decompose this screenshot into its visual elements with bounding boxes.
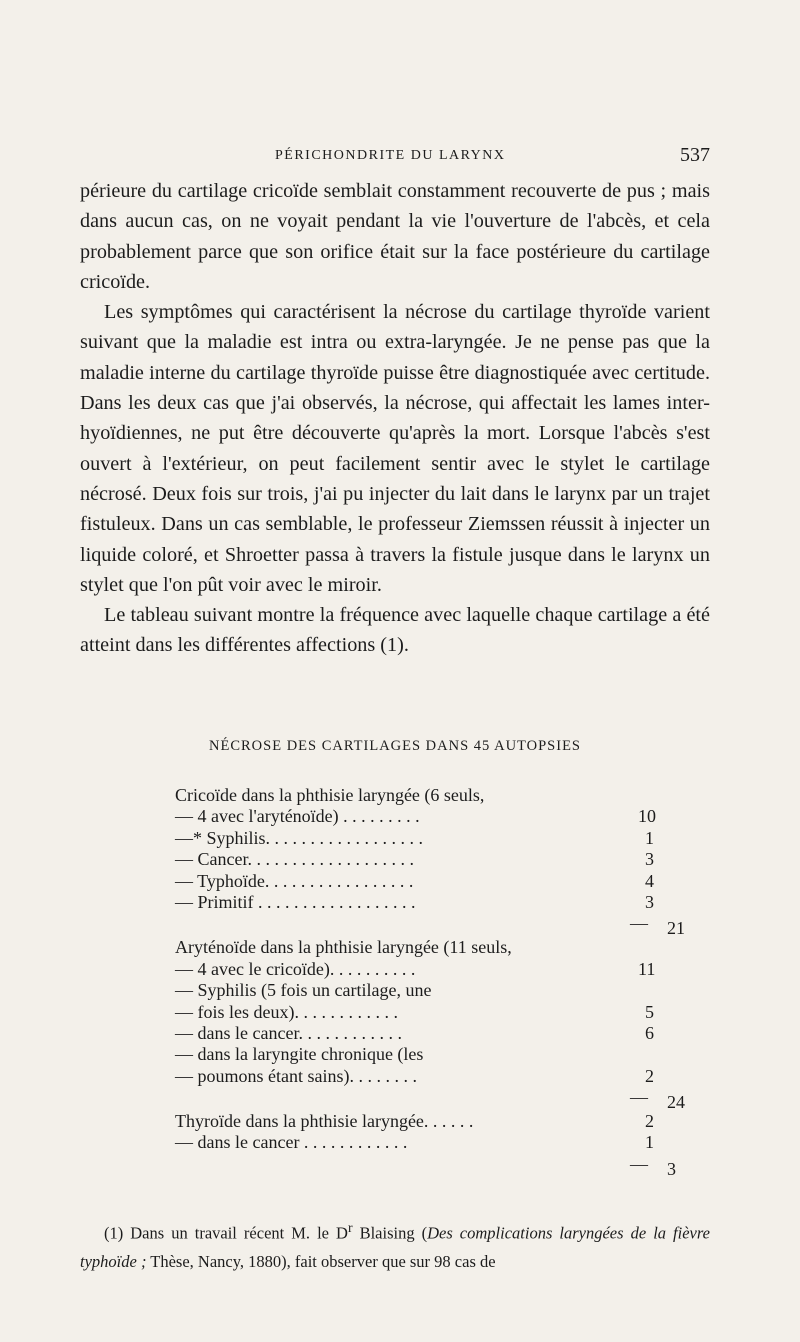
page-number: 537 [680,144,710,166]
row-label: Cricoïde dans la phthisie laryngée (6 seuls, [175,785,485,805]
row-label: — Primitif . . . . . . . . . . . . . . . . . . [175,891,416,912]
table-row [175,937,715,958]
footnote [80,1214,710,1276]
footnote-after-superscript: Blaising ( [352,1223,428,1243]
paragraph-1: périeure du cartilage cricoïde semblait constamment recouverte de pus ; mais dans aucun cas, on ne voyait pendant la vie l'ouverture de l'abcès, et cela probablement parce que son orifice était sur la face postérieure du cartilage cricoïde. [80,180,710,293]
table-row [175,980,715,1001]
subtotal-value: 24 [667,1092,685,1113]
table-row [175,1111,715,1132]
subtotal-value: 21 [667,918,685,939]
row-label: — Cancer. . . . . . . . . . . . . . . . . . . [175,849,414,870]
table-subtotal-row [175,1087,715,1111]
paragraph-3: Le tableau suivant montre la fréquence avec laquelle chaque cartilage a été atteint dans les différentes affections (1). [80,604,710,657]
footnote-text [80,1214,710,1276]
row-label: — 4 avec l'aryténoïde) . . . . . . . . . [175,806,420,827]
footnote-lead: (1) Dans un travail récent M. le D [104,1223,348,1243]
page-header [80,140,710,170]
row-label: — dans le cancer . . . . . . . . . . . . [175,1132,408,1153]
row-count: 4 [645,870,654,891]
row-label: — Typhoïde. . . . . . . . . . . . . . . . . [175,870,414,891]
table-row [175,1044,715,1065]
table-row [175,892,715,913]
row-label: — dans la laryngite chronique (les [175,1044,424,1065]
table-row [175,1066,715,1087]
row-count: 2 [645,1065,654,1086]
table-row [175,871,715,892]
row-label: — Syphilis (5 fois un cartilage, une [175,980,432,1001]
row-count: 5 [645,1001,654,1022]
table-row [175,959,715,980]
row-label: — dans le cancer. . . . . . . . . . . . [175,1022,402,1043]
table-row [175,849,715,870]
row-label: Aryténoïde dans la phthisie laryngée (11 seuls, [175,937,512,958]
table-subtotal-row [175,1154,715,1178]
row-label: Thyroïde dans la phthisie laryngée. . . . . . [175,1111,474,1132]
footnote-italic-title: Des complications laryngées de la fièvre typhoïde ; [80,1223,711,1271]
row-label: — 4 avec le cricoïde). . . . . . . . . . [175,958,416,979]
footnote-rest: Thèse, Nancy, 1880), fait observer que sur 98 cas de [146,1251,496,1271]
body-text [80,176,710,661]
row-count: 2 [645,1111,654,1132]
row-count: 11 [638,958,656,979]
table-subtotal-row [175,913,715,937]
row-count: 6 [645,1022,654,1043]
row-label: — fois les deux). . . . . . . . . . . . [175,1001,398,1022]
row-count: 3 [645,891,654,912]
row-count: 3 [645,849,654,870]
row-count: 10 [638,806,656,827]
subtotal-dash: — [630,1153,648,1174]
table-row [175,1023,715,1044]
row-label: —* Syphilis. . . . . . . . . . . . . . . . . . [175,827,424,848]
table-title: NÉCROSE DES CARTILAGES DANS 45 AUTOPSIES [209,738,581,754]
running-title: PÉRICHONDRITE DU LARYNX [275,148,506,163]
table-row [175,828,715,849]
footnote-superscript: r [347,1220,353,1235]
subtotal-value: 3 [667,1158,676,1179]
necrosis-statistics-table [175,785,715,1178]
table-row [175,1002,715,1023]
subtotal-dash: — [630,913,648,934]
table-row [175,785,715,806]
row-count: 1 [645,1132,654,1153]
table-row [175,806,715,827]
row-count: 1 [645,827,654,848]
row-label: — poumons étant sains). . . . . . . . [175,1065,417,1086]
paragraph-2: Les symptômes qui caractérisent la nécrose du cartilage thyroïde varient suivant que la maladie est intra ou extra-laryngée. Je ne pense pas que la maladie interne du cartilage thyroïde puisse être diagnostiquée avec certitude. Dans les deux cas que j'ai observés, la nécrose, qui affectait les lames inter-hyoïdiennes, ne put être découverte qu'après la mort. Lorsque l'abcès s'est ouvert à l'extérieur, on peut facilement sentir avec le stylet le cartilage nécrosé. Deux fois sur trois, j'ai pu injecter du lait dans le larynx par un trajet fistuleux. Dans un cas semblable, le professeur Ziemssen réussit à injecter un liquide coloré, et Shroetter passa à travers la fistule jusque dans le larynx un stylet que l'on pût voir avec le miroir. [80,301,710,596]
table-row [175,1132,715,1153]
subtotal-dash: — [630,1087,648,1108]
